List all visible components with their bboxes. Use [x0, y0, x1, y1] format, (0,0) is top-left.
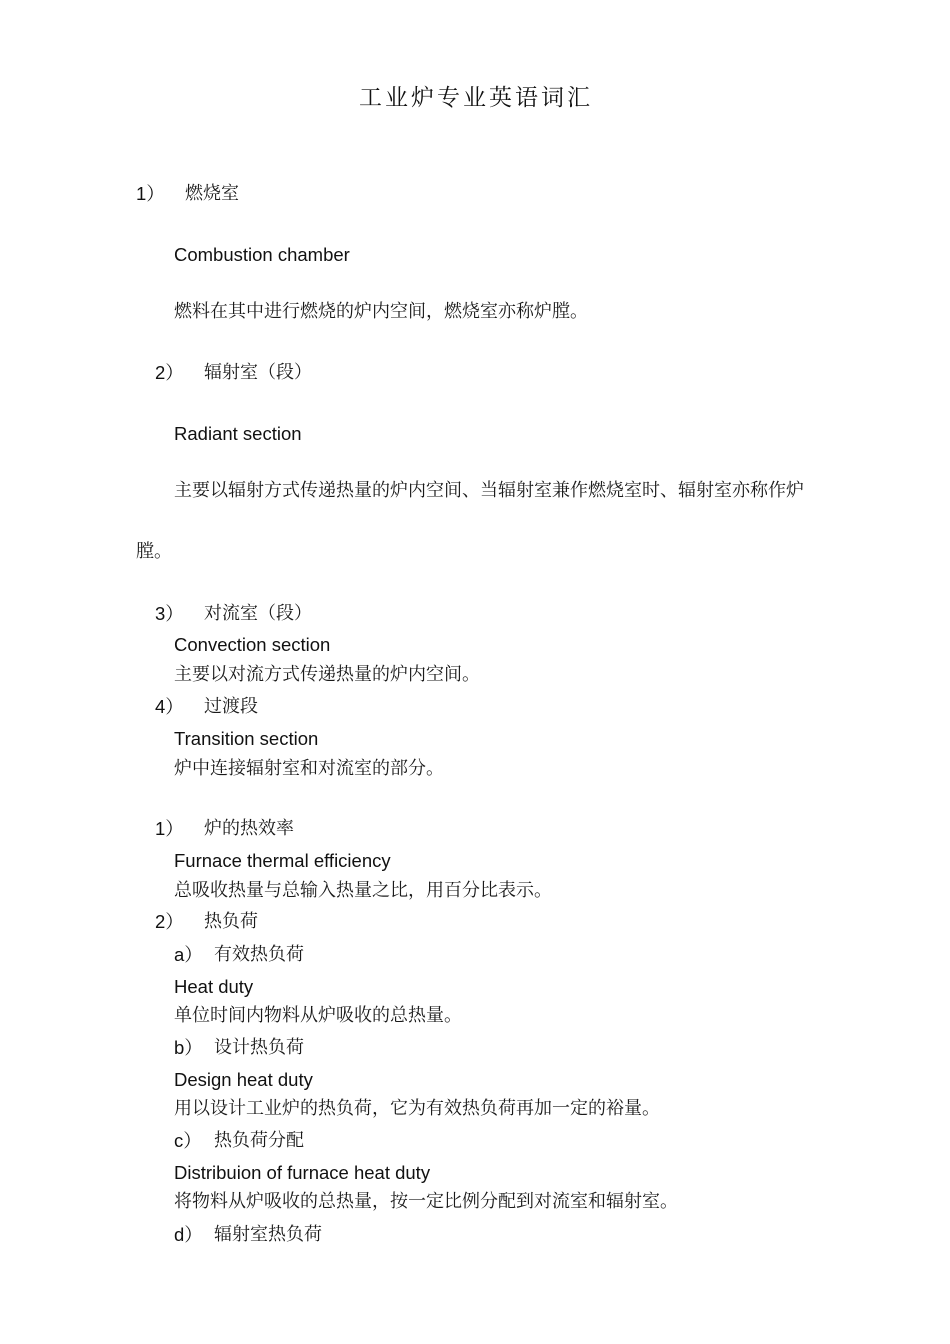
sub-term-definition: 单位时间内物料从炉吸收的总热量。 — [174, 1005, 462, 1026]
sub-term-english: Design heat duty — [174, 1069, 313, 1090]
term-english: Combustion chamber — [174, 244, 350, 265]
sub-term-chinese: 辐射室热负荷 — [214, 1224, 322, 1245]
sub-term-chinese: 热负荷分配 — [214, 1130, 304, 1151]
term-definition: 主要以对流方式传递热量的炉内空间。 — [174, 664, 480, 685]
sub-item-mark: c） — [174, 1130, 202, 1151]
sub-term-chinese: 设计热负荷 — [214, 1037, 304, 1058]
item-number: 2） — [155, 911, 184, 932]
item-number: 3） — [155, 603, 184, 624]
term-chinese: 过渡段 — [204, 696, 258, 717]
term-chinese: 燃烧室 — [185, 183, 239, 204]
term-definition: 炉中连接辐射室和对流室的部分。 — [174, 758, 444, 779]
sub-term-definition: 将物料从炉吸收的总热量，按一定比例分配到对流室和辐射室。 — [174, 1191, 678, 1212]
sub-item-mark: a） — [174, 944, 203, 965]
term-english: Furnace thermal efficiency — [174, 850, 391, 871]
term-definition: 主要以辐射方式传递热量的炉内空间、当辐射室兼作燃烧室时、辐射室亦称作炉 — [174, 480, 804, 501]
item-number: 1） — [155, 818, 184, 839]
term-chinese: 炉的热效率 — [204, 818, 294, 839]
term-english: Radiant section — [174, 423, 302, 444]
term-definition: 燃料在其中进行燃烧的炉内空间，燃烧室亦称炉膛。 — [174, 301, 588, 322]
term-chinese: 对流室（段） — [204, 603, 312, 624]
term-chinese: 辐射室（段） — [204, 362, 312, 383]
item-number: 1） — [136, 183, 165, 204]
term-english: Convection section — [174, 634, 331, 655]
document-title: 工业炉专业英语词汇 — [359, 85, 593, 111]
sub-term-definition: 用以设计工业炉的热负荷，它为有效热负荷再加一定的裕量。 — [174, 1098, 660, 1119]
sub-term-english: Distribuion of furnace heat duty — [174, 1162, 431, 1183]
term-definition-continued: 膛。 — [136, 541, 172, 562]
term-chinese: 热负荷 — [204, 911, 258, 932]
item-number: 2） — [155, 362, 184, 383]
sub-item-mark: d） — [174, 1224, 203, 1245]
sub-item-mark: b） — [174, 1037, 203, 1058]
term-definition: 总吸收热量与总输入热量之比，用百分比表示。 — [174, 880, 552, 901]
item-number: 4） — [155, 696, 184, 717]
term-english: Transition section — [174, 728, 319, 749]
sub-term-english: Heat duty — [174, 976, 254, 997]
sub-term-chinese: 有效热负荷 — [214, 944, 304, 965]
